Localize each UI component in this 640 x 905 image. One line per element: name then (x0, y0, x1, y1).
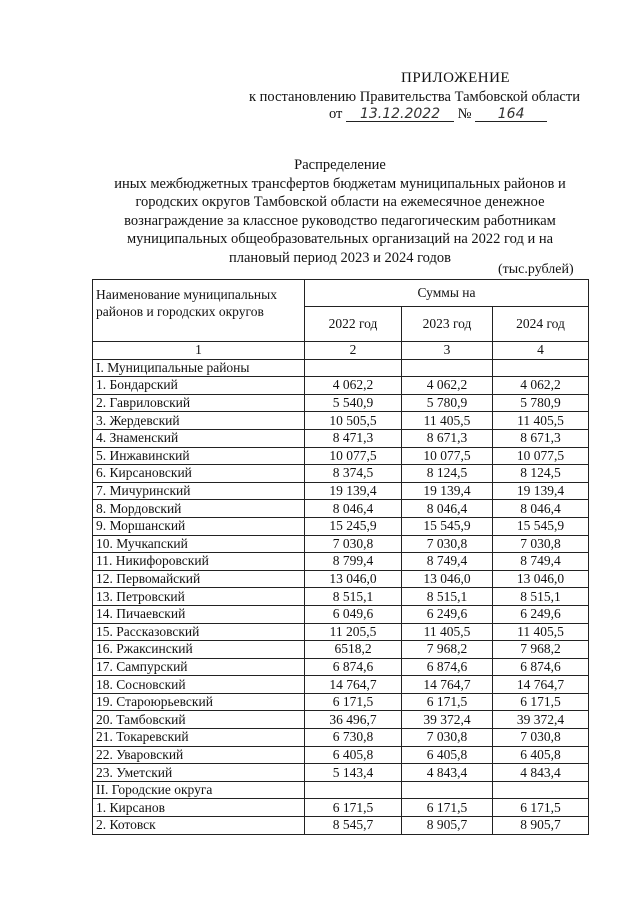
year-header: 2023 год (402, 307, 493, 342)
amount-cell: 11 405,5 (493, 623, 589, 641)
title-line: Распределение (294, 157, 386, 173)
territory-name: 8. Мордовский (93, 500, 305, 518)
table-row (93, 517, 589, 535)
table-row (93, 641, 589, 659)
column-number: 2 (305, 342, 402, 360)
table-row (93, 500, 589, 518)
table-row (93, 658, 589, 676)
amount-cell: 8 124,5 (493, 465, 589, 483)
year-header: 2024 год (493, 307, 589, 342)
amount-cell: 4 062,2 (305, 377, 402, 395)
territory-name: 17. Сампурский (93, 658, 305, 676)
amount-cell: 8 671,3 (402, 429, 493, 447)
table-row (93, 764, 589, 782)
territory-name: 6. Кирсановский (93, 465, 305, 483)
territory-name: 10. Мучкапский (93, 535, 305, 553)
amount-cell: 11 405,5 (402, 412, 493, 430)
sums-header: Суммы на (305, 280, 589, 307)
amount-cell: 6 405,8 (305, 746, 402, 764)
table-row (93, 394, 589, 412)
amount-cell: 5 540,9 (305, 394, 402, 412)
territory-name: 12. Первомайский (93, 570, 305, 588)
amount-cell: 7 030,8 (402, 729, 493, 747)
column-number: 3 (402, 342, 493, 360)
amount-cell: 8 905,7 (402, 817, 493, 835)
amount-cell: 6518,2 (305, 641, 402, 659)
empty-cell (402, 781, 493, 799)
section-title: II. Городские округа (93, 781, 305, 799)
amount-cell: 39 372,4 (402, 711, 493, 729)
decree-date-number (329, 106, 547, 123)
amount-cell: 14 764,7 (493, 676, 589, 694)
amount-cell: 7 968,2 (402, 641, 493, 659)
section-row (93, 359, 589, 377)
table-row (93, 482, 589, 500)
amount-cell: 6 171,5 (493, 799, 589, 817)
title-line: плановый период 2023 и 2024 годов (229, 249, 451, 266)
amount-cell: 5 780,9 (402, 394, 493, 412)
decree-date: 13.12.2022 (346, 107, 454, 122)
amount-cell: 4 062,2 (493, 377, 589, 395)
table-row (93, 377, 589, 395)
territory-name: 4. Знаменский (93, 429, 305, 447)
amount-cell: 39 372,4 (493, 711, 589, 729)
amount-cell: 8 046,4 (493, 500, 589, 518)
title-line: иных межбюджетных трансфертов бюджетам муниципальных районов и (114, 175, 566, 192)
amount-cell: 19 139,4 (402, 482, 493, 500)
amount-cell: 10 077,5 (402, 447, 493, 465)
empty-cell (493, 781, 589, 799)
territory-name: 2. Гавриловский (93, 394, 305, 412)
appendix-title: ПРИЛОЖЕНИЕ (401, 70, 511, 86)
amount-cell: 6 171,5 (402, 693, 493, 711)
amount-cell: 8 749,4 (402, 553, 493, 571)
amount-cell: 19 139,4 (305, 482, 402, 500)
amount-cell: 13 046,0 (305, 570, 402, 588)
amount-cell: 8 471,3 (305, 429, 402, 447)
territory-name: 15. Рассказовский (93, 623, 305, 641)
territory-name: 3. Жердевский (93, 412, 305, 430)
amount-cell: 7 030,8 (402, 535, 493, 553)
amount-cell: 19 139,4 (493, 482, 589, 500)
decree-number: 164 (475, 107, 547, 122)
table-row (93, 588, 589, 606)
territory-name: 14. Пичаевский (93, 605, 305, 623)
amount-cell: 6 249,6 (402, 605, 493, 623)
empty-cell (305, 359, 402, 377)
table-row (93, 711, 589, 729)
territory-name: 1. Кирсанов (93, 799, 305, 817)
amount-cell: 10 077,5 (493, 447, 589, 465)
empty-cell (402, 359, 493, 377)
table-row (93, 799, 589, 817)
year-header: 2022 год (305, 307, 402, 342)
amount-cell: 6 874,6 (402, 658, 493, 676)
table-row (93, 817, 589, 835)
table-row (93, 676, 589, 694)
document-title (80, 156, 600, 267)
amount-cell: 7 030,8 (493, 729, 589, 747)
amount-cell: 36 496,7 (305, 711, 402, 729)
amount-cell: 6 405,8 (493, 746, 589, 764)
title-line: муниципальных общеобразовательных организаций на 2022 год и на (126, 231, 554, 247)
amount-cell: 5 143,4 (305, 764, 402, 782)
amount-cell: 7 030,8 (305, 535, 402, 553)
empty-cell (493, 359, 589, 377)
amount-cell: 8 905,7 (493, 817, 589, 835)
table-row (93, 447, 589, 465)
table-row (93, 412, 589, 430)
amount-cell: 6 171,5 (305, 799, 402, 817)
amount-cell: 6 874,6 (305, 658, 402, 676)
territory-name: 11. Никифоровский (93, 553, 305, 571)
amount-cell: 6 730,8 (305, 729, 402, 747)
territory-name: 18. Сосновский (93, 676, 305, 694)
amount-cell: 14 764,7 (402, 676, 493, 694)
amount-cell: 13 046,0 (493, 570, 589, 588)
table-row (93, 623, 589, 641)
territory-name: 23. Уметский (93, 764, 305, 782)
territory-name: 9. Моршанский (93, 517, 305, 535)
table-row (93, 693, 589, 711)
amount-cell: 8 799,4 (305, 553, 402, 571)
name-column-header: Наименование муниципальных районов и городских округов (93, 280, 305, 342)
table-row (93, 605, 589, 623)
amount-cell: 8 515,1 (402, 588, 493, 606)
table-row (93, 570, 589, 588)
units-label: (тыс.рублей) (498, 262, 574, 277)
territory-name: 20. Тамбовский (93, 711, 305, 729)
amount-cell: 14 764,7 (305, 676, 402, 694)
amount-cell: 15 545,9 (493, 517, 589, 535)
decree-reference: к постановлению Правительства Тамбовской области (249, 89, 580, 105)
amount-cell: 4 843,4 (402, 764, 493, 782)
territory-name: 22. Уваровский (93, 746, 305, 764)
amount-cell: 6 249,6 (493, 605, 589, 623)
amount-cell: 7 030,8 (493, 535, 589, 553)
amount-cell: 8 545,7 (305, 817, 402, 835)
amount-cell: 10 077,5 (305, 447, 402, 465)
table-row (93, 535, 589, 553)
amount-cell: 8 124,5 (402, 465, 493, 483)
from-label: от (329, 106, 343, 122)
amount-cell: 11 205,5 (305, 623, 402, 641)
amount-cell: 10 505,5 (305, 412, 402, 430)
amount-cell: 5 780,9 (493, 394, 589, 412)
amount-cell: 15 245,9 (305, 517, 402, 535)
territory-name: 16. Ржаксинский (93, 641, 305, 659)
amount-cell: 6 171,5 (402, 799, 493, 817)
table-row (93, 729, 589, 747)
amount-cell: 8 515,1 (493, 588, 589, 606)
territory-name: 21. Токаревский (93, 729, 305, 747)
territory-name: 19. Староюрьевский (93, 693, 305, 711)
territory-name: 7. Мичуринский (93, 482, 305, 500)
amount-cell: 6 874,6 (493, 658, 589, 676)
amount-cell: 8 749,4 (493, 553, 589, 571)
amount-cell: 6 171,5 (493, 693, 589, 711)
column-number: 4 (493, 342, 589, 360)
amount-cell: 8 046,4 (402, 500, 493, 518)
table-row (93, 553, 589, 571)
allocation-table (92, 279, 589, 835)
amount-cell: 8 046,4 (305, 500, 402, 518)
territory-name: 13. Петровский (93, 588, 305, 606)
title-line: городских округов Тамбовской области на ежемесячное денежное (135, 194, 545, 210)
amount-cell: 13 046,0 (402, 570, 493, 588)
amount-cell: 8 671,3 (493, 429, 589, 447)
table-row (93, 465, 589, 483)
territory-name: 2. Котовск (93, 817, 305, 835)
amount-cell: 6 049,6 (305, 605, 402, 623)
empty-cell (305, 781, 402, 799)
amount-cell: 4 062,2 (402, 377, 493, 395)
section-row (93, 781, 589, 799)
section-title: I. Муниципальные районы (93, 359, 305, 377)
amount-cell: 4 843,4 (493, 764, 589, 782)
territory-name: 1. Бондарский (93, 377, 305, 395)
amount-cell: 11 405,5 (402, 623, 493, 641)
table-row (93, 429, 589, 447)
column-number: 1 (93, 342, 305, 360)
amount-cell: 11 405,5 (493, 412, 589, 430)
amount-cell: 15 545,9 (402, 517, 493, 535)
table-row (93, 746, 589, 764)
amount-cell: 7 968,2 (493, 641, 589, 659)
amount-cell: 6 405,8 (402, 746, 493, 764)
amount-cell: 8 374,5 (305, 465, 402, 483)
title-line: вознаграждение за классное руководство педагогическим работникам (124, 212, 556, 229)
amount-cell: 8 515,1 (305, 588, 402, 606)
territory-name: 5. Инжавинский (93, 447, 305, 465)
number-label: № (457, 106, 472, 122)
amount-cell: 6 171,5 (305, 693, 402, 711)
